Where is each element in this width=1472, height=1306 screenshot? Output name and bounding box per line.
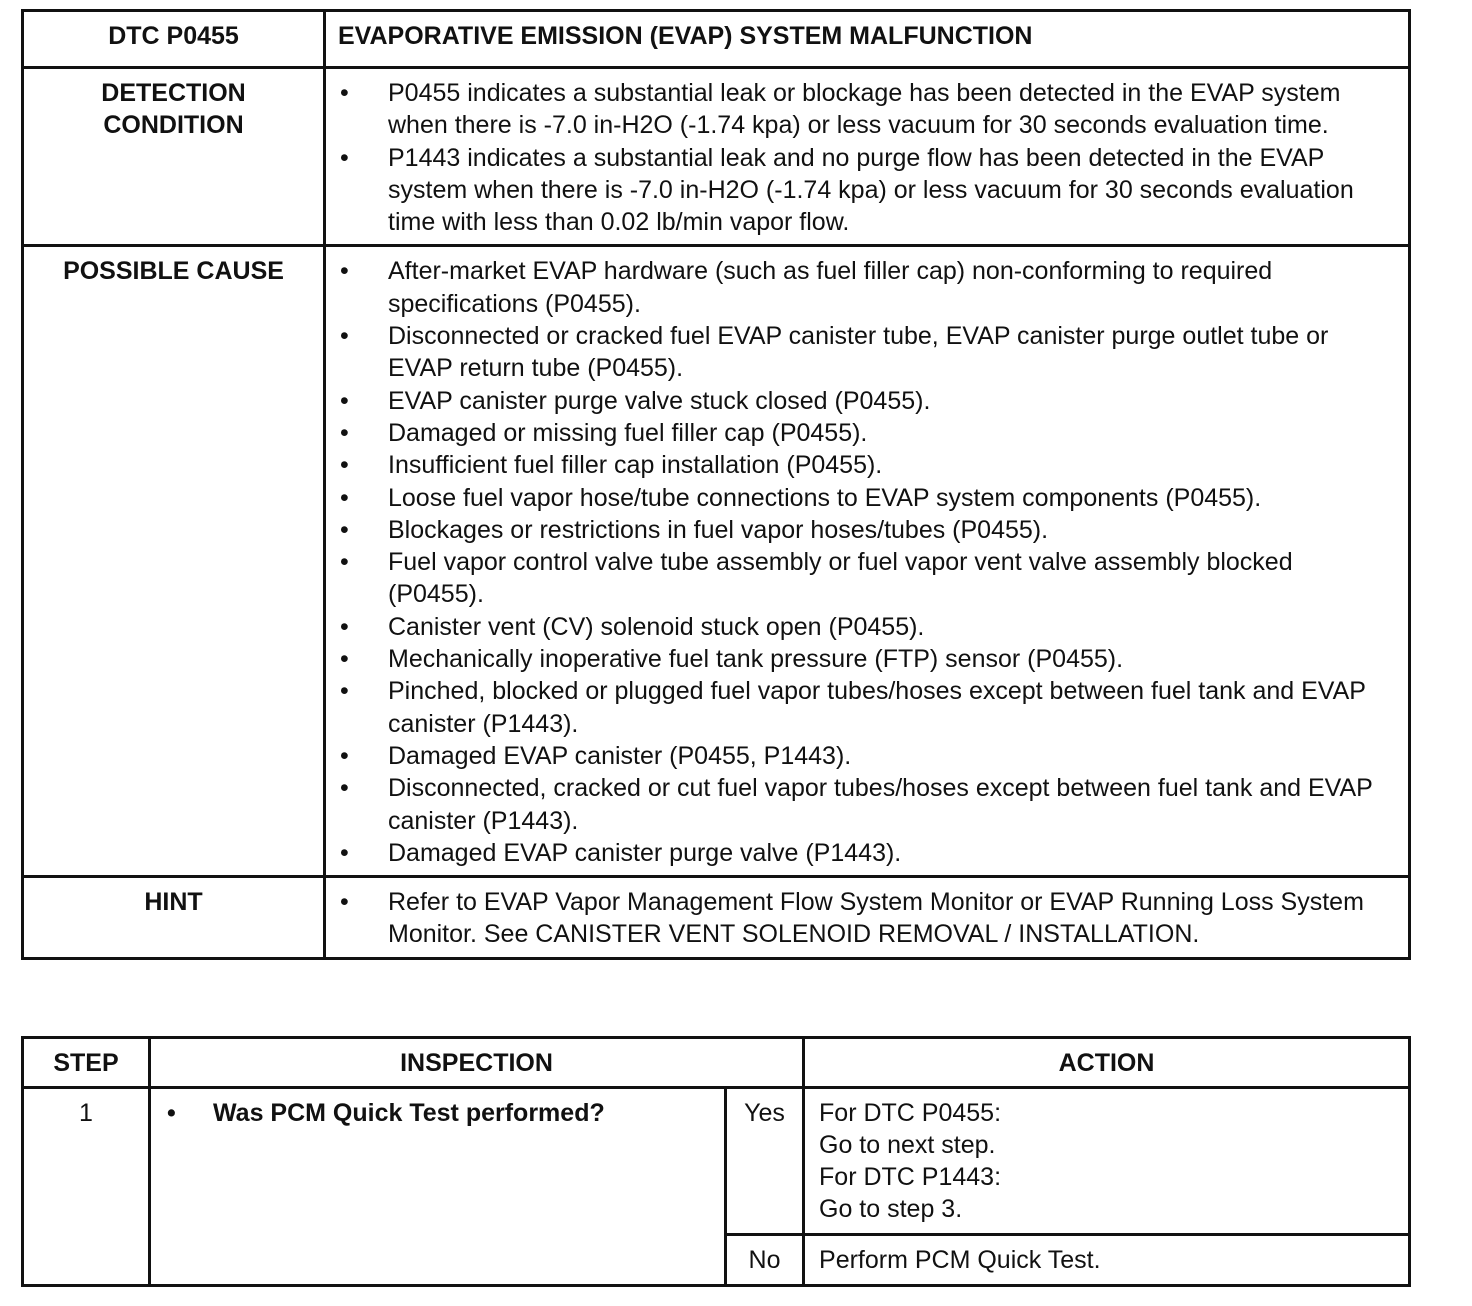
- cause-item: • Blockages or restrictions in fuel vapor hoses/tubes (P0455).: [336, 514, 1386, 546]
- dtc-code: DTC P0455: [23, 11, 325, 68]
- hint-item: • Refer to EVAP Vapor Management Flow System Monitor or EVAP Running Loss System Monitor. See CANISTER VENT SOLENOID REMOVAL / INSTALLATION.: [336, 886, 1386, 951]
- detection-item: • P0455 indicates a substantial leak or blockage has been detected in the EVAP system when there is -7.0 in-H2O (-1.74 kpa) or less vacuum for 30 seconds evaluation time.: [336, 77, 1386, 142]
- inspection-question: • Was PCM Quick Test performed?: [163, 1097, 716, 1129]
- possible-cause-row: [23, 246, 1410, 877]
- inspection-cell: [150, 1088, 726, 1286]
- step-number: 1: [23, 1088, 150, 1286]
- detection-label-line2: CONDITION: [103, 111, 244, 140]
- detection-condition-content: [325, 68, 1410, 246]
- step-header-row: [23, 1038, 1410, 1088]
- action-header: ACTION: [804, 1038, 1410, 1088]
- hint-row: [23, 877, 1410, 959]
- cause-item: • Loose fuel vapor hose/tube connections to EVAP system components (P0455).: [336, 482, 1386, 514]
- yes-action-line: Go to next step.: [819, 1131, 996, 1159]
- possible-cause-list: [336, 255, 1386, 869]
- inspection-list: [163, 1097, 716, 1129]
- cause-item: • Disconnected, cracked or cut fuel vapor tubes/hoses except between fuel tank and EVAP canister (P1443).: [336, 772, 1386, 837]
- possible-cause-label: POSSIBLE CAUSE: [23, 246, 325, 877]
- yes-action-line: For DTC P0455:: [819, 1099, 1002, 1127]
- cause-item: • Damaged EVAP canister (P0455, P1443).: [336, 740, 1386, 772]
- possible-cause-content: [325, 246, 1410, 877]
- hint-content: [325, 877, 1410, 959]
- dtc-title: EVAPORATIVE EMISSION (EVAP) SYSTEM MALFUNCTION: [325, 11, 1410, 68]
- hint-label: HINT: [23, 877, 325, 959]
- detection-item: • P1443 indicates a substantial leak and no purge flow has been detected in the EVAP system when there is -7.0 in-H2O (-1.74 kpa) or less vacuum for 30 seconds evaluation time with less than 0.02 lb/min vapor flow.: [336, 142, 1386, 239]
- step-row: [23, 1088, 1410, 1235]
- yes-label: Yes: [726, 1088, 804, 1235]
- cause-item: • Damaged EVAP canister purge valve (P1443).: [336, 837, 1386, 869]
- cause-item: • Insufficient fuel filler cap installation (P0455).: [336, 449, 1386, 481]
- no-action: Perform PCM Quick Test.: [804, 1235, 1410, 1286]
- step-header: STEP: [23, 1038, 150, 1088]
- no-label: No: [726, 1235, 804, 1286]
- yes-action-line: Go to step 3.: [819, 1195, 963, 1223]
- cause-item: • EVAP canister purge valve stuck closed (P0455).: [336, 385, 1386, 417]
- yes-action: [804, 1088, 1410, 1235]
- cause-item: • Damaged or missing fuel filler cap (P0455).: [336, 417, 1386, 449]
- cause-item: • Fuel vapor control valve tube assembly or fuel vapor vent valve assembly blocked (P0455).: [336, 546, 1386, 611]
- dtc-table: [21, 9, 1411, 960]
- cause-item: • After-market EVAP hardware (such as fuel filler cap) non-conforming to required specifications (P0455).: [336, 255, 1386, 320]
- cause-item: • Mechanically inoperative fuel tank pressure (FTP) sensor (P0455).: [336, 643, 1386, 675]
- detection-condition-label: [23, 68, 325, 246]
- cause-item: • Canister vent (CV) solenoid stuck open (P0455).: [336, 611, 1386, 643]
- detection-condition-row: [23, 68, 1410, 246]
- dtc-header-row: [23, 11, 1410, 68]
- step-table: [21, 1036, 1411, 1287]
- cause-item: • Disconnected or cracked fuel EVAP canister tube, EVAP canister purge outlet tube or EVAP return tube (P0455).: [336, 320, 1386, 385]
- detection-list: [336, 77, 1386, 238]
- cause-item: • Pinched, blocked or plugged fuel vapor tubes/hoses except between fuel tank and EVAP canister (P1443).: [336, 675, 1386, 740]
- yes-action-line: For DTC P1443:: [819, 1163, 1002, 1191]
- hint-list: [336, 886, 1386, 951]
- inspection-header: INSPECTION: [150, 1038, 804, 1088]
- detection-label-line1: DETECTION: [101, 79, 246, 107]
